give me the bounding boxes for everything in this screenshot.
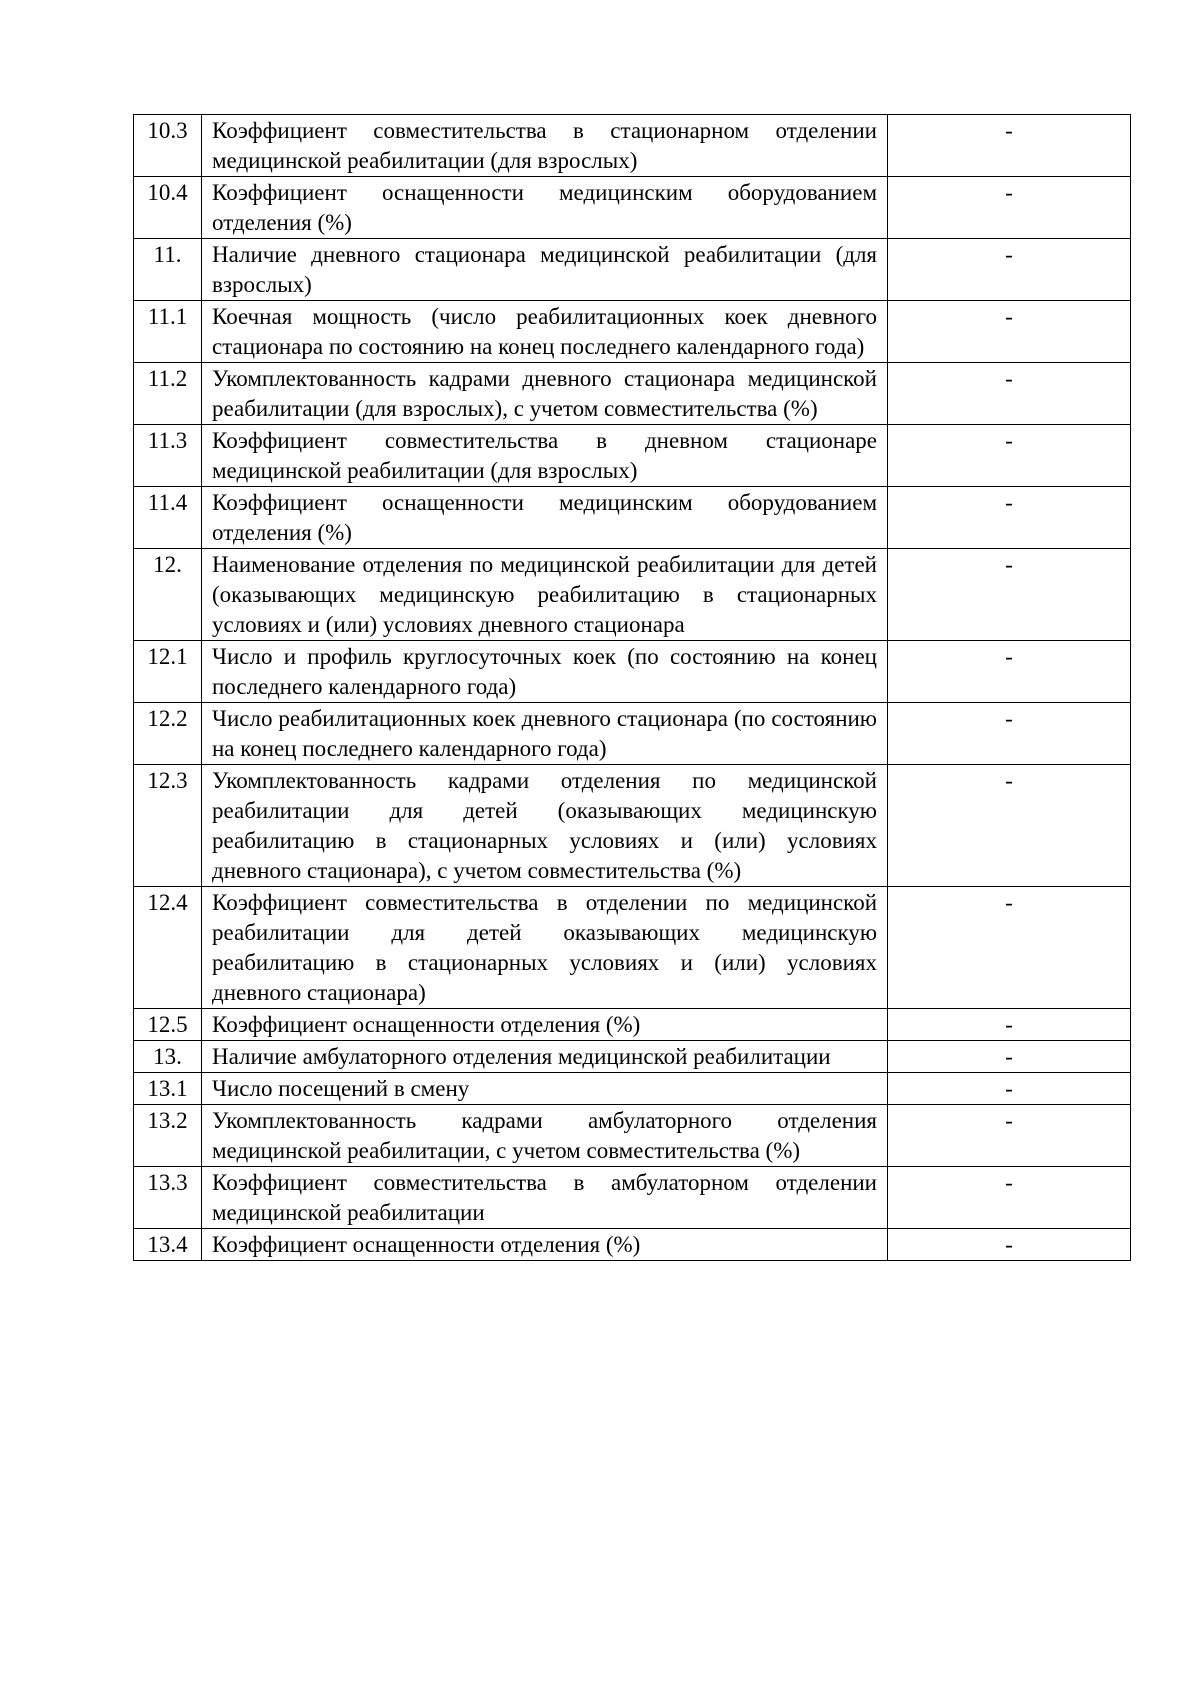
indicator-description: Коэффициент совместительства в дневном стационаре медицинской реабилитации (для взрослых) <box>202 425 888 487</box>
indicator-value: - <box>888 703 1131 765</box>
indicator-description: Укомплектованность кадрами отделения по медицинской реабилитации для детей (оказывающих медицинскую реабилитацию в стационарных условиях и (или) условиях дневного стационара), с учетом совместительства (%) <box>202 765 888 887</box>
indicator-value: - <box>888 1167 1131 1229</box>
indicator-description: Число посещений в смену <box>202 1073 888 1105</box>
table-row <box>134 703 1131 765</box>
indicator-description: Коэффициент оснащенности отделения (%) <box>202 1229 888 1261</box>
indicator-description: Наличие дневного стационара медицинской реабилитации (для взрослых) <box>202 239 888 301</box>
table-body <box>134 115 1131 1261</box>
table-row <box>134 1105 1131 1167</box>
row-number: 13.1 <box>134 1073 202 1105</box>
indicator-description: Наименование отделения по медицинской реабилитации для детей (оказывающих медицинскую реабилитацию в стационарных условиях и (или) условиях дневного стационара <box>202 549 888 641</box>
row-number: 13.3 <box>134 1167 202 1229</box>
indicator-description: Коэффициент совместительства в отделении по медицинской реабилитации для детей оказывающих медицинскую реабилитацию в стационарных условиях и (или) условиях дневного стационара) <box>202 887 888 1009</box>
indicator-description: Наличие амбулаторного отделения медицинской реабилитации <box>202 1041 888 1073</box>
indicator-value: - <box>888 1009 1131 1041</box>
row-number: 10.4 <box>134 177 202 239</box>
table-row <box>134 1167 1131 1229</box>
table-row <box>134 425 1131 487</box>
table-row <box>134 1009 1131 1041</box>
indicator-description: Коэффициент совместительства в стационарном отделении медицинской реабилитации (для взрослых) <box>202 115 888 177</box>
table-row <box>134 549 1131 641</box>
indicator-value: - <box>888 425 1131 487</box>
row-number: 13.4 <box>134 1229 202 1261</box>
indicator-description: Коэффициент оснащенности медицинским оборудованием отделения (%) <box>202 177 888 239</box>
indicator-value: - <box>888 1105 1131 1167</box>
table-row <box>134 765 1131 887</box>
indicator-value: - <box>888 641 1131 703</box>
row-number: 12. <box>134 549 202 641</box>
row-number: 11.2 <box>134 363 202 425</box>
indicator-description: Число реабилитационных коек дневного стационара (по состоянию на конец последнего календарного года) <box>202 703 888 765</box>
indicator-description: Укомплектованность кадрами амбулаторного отделения медицинской реабилитации, с учетом совместительства (%) <box>202 1105 888 1167</box>
table-row <box>134 487 1131 549</box>
indicator-value: - <box>888 887 1131 1009</box>
row-number: 13. <box>134 1041 202 1073</box>
indicator-description: Коэффициент совместительства в амбулаторном отделении медицинской реабилитации <box>202 1167 888 1229</box>
table-row <box>134 1073 1131 1105</box>
row-number: 13.2 <box>134 1105 202 1167</box>
indicator-description: Число и профиль круглосуточных коек (по состоянию на конец последнего календарного года) <box>202 641 888 703</box>
row-number: 12.5 <box>134 1009 202 1041</box>
indicator-value: - <box>888 765 1131 887</box>
row-number: 11.1 <box>134 301 202 363</box>
row-number: 11.4 <box>134 487 202 549</box>
row-number: 11. <box>134 239 202 301</box>
row-number: 10.3 <box>134 115 202 177</box>
row-number: 12.2 <box>134 703 202 765</box>
indicator-value: - <box>888 363 1131 425</box>
row-number: 12.4 <box>134 887 202 1009</box>
table-row <box>134 115 1131 177</box>
table-row <box>134 363 1131 425</box>
table-row <box>134 239 1131 301</box>
indicator-description: Коэффициент оснащенности отделения (%) <box>202 1009 888 1041</box>
indicator-value: - <box>888 115 1131 177</box>
row-number: 11.3 <box>134 425 202 487</box>
table-row <box>134 887 1131 1009</box>
indicator-value: - <box>888 239 1131 301</box>
table-row <box>134 301 1131 363</box>
indicator-value: - <box>888 549 1131 641</box>
row-number: 12.3 <box>134 765 202 887</box>
row-number: 12.1 <box>134 641 202 703</box>
table-row <box>134 1041 1131 1073</box>
indicator-value: - <box>888 177 1131 239</box>
indicator-description: Коэффициент оснащенности медицинским оборудованием отделения (%) <box>202 487 888 549</box>
indicator-value: - <box>888 1041 1131 1073</box>
table-row <box>134 641 1131 703</box>
table-row <box>134 1229 1131 1261</box>
indicator-value: - <box>888 301 1131 363</box>
indicator-value: - <box>888 1229 1131 1261</box>
indicator-description: Укомплектованность кадрами дневного стационара медицинской реабилитации (для взрослых), с учетом совместительства (%) <box>202 363 888 425</box>
indicator-value: - <box>888 487 1131 549</box>
indicator-value: - <box>888 1073 1131 1105</box>
indicator-description: Коечная мощность (число реабилитационных коек дневного стационара по состоянию на конец последнего календарного года) <box>202 301 888 363</box>
table-row <box>134 177 1131 239</box>
indicators-table <box>133 114 1131 1261</box>
